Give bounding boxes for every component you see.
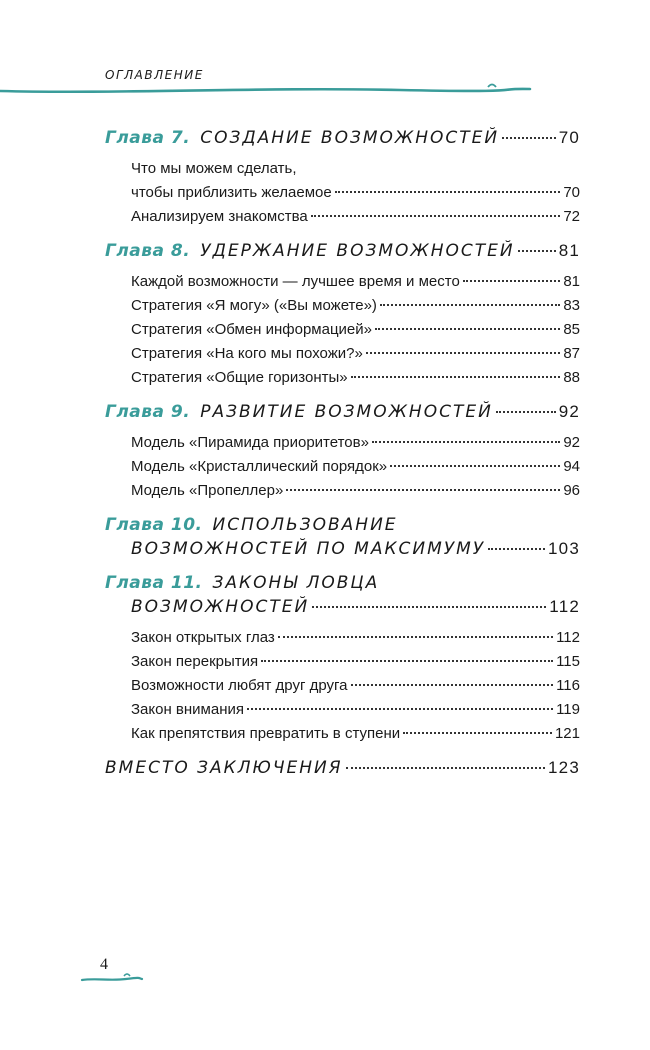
entry-title: Модель «Пирамида приоритетов»: [131, 434, 369, 451]
leader-dots: [366, 352, 561, 354]
toc-entry[interactable]: [105, 366, 580, 390]
chapter-title-continued: ВОЗМОЖНОСТЕЙ ПО МАКСИМУМУ: [131, 539, 486, 559]
chapter-title: ЗАКОНЫ ЛОВЦА: [212, 573, 380, 593]
toc-entry[interactable]: [105, 181, 580, 205]
page-number: 119: [556, 701, 580, 718]
leader-dots: [351, 684, 554, 686]
toc-entry[interactable]: [105, 205, 580, 229]
leader-dots: [380, 304, 560, 306]
page-number: 96: [563, 482, 580, 499]
leader-dots: [488, 548, 545, 550]
chapter-title: РАЗВИТИЕ ВОЗМОЖНОСТЕЙ: [200, 402, 493, 422]
chapter-label: Глава 10.: [105, 515, 203, 535]
page-number: 92: [563, 434, 580, 451]
page-number: 83: [563, 297, 580, 314]
header-divider: [0, 82, 560, 98]
leader-dots: [372, 441, 560, 443]
page-number: 72: [563, 208, 580, 225]
page-number: 112: [549, 597, 580, 616]
toc-entry[interactable]: [105, 674, 580, 698]
toc-entry[interactable]: [105, 270, 580, 294]
page-number: 112: [556, 629, 580, 646]
conclusion-row[interactable]: [105, 756, 580, 780]
entry-title: Стратегия «Общие горизонты»: [131, 369, 348, 386]
toc-entry[interactable]: [105, 455, 580, 479]
entry-title: Как препятствия превратить в ступени: [131, 725, 401, 742]
entry-title: Анализируем знакомства: [131, 208, 308, 225]
entry-title: Модель «Пропеллер»: [131, 482, 284, 499]
chapter-title: УДЕРЖАНИЕ ВОЗМОЖНОСТЕЙ: [200, 241, 515, 261]
entry-title: Стратегия «Я могу» («Вы можете»): [131, 297, 377, 314]
leader-dots: [278, 636, 553, 638]
entry-title: Возможности любят друг друга: [131, 677, 348, 694]
chapter-row-8[interactable]: [105, 239, 580, 263]
leader-dots: [375, 328, 560, 330]
toc-entry[interactable]: [105, 342, 580, 366]
chapter-label: Глава 9.: [105, 402, 191, 422]
leader-dots: [403, 732, 552, 734]
toc-entry[interactable]: [105, 479, 580, 503]
leader-dots: [311, 215, 561, 217]
entry-title: Закон внимания: [131, 701, 244, 718]
leader-dots: [463, 280, 561, 282]
leader-dots: [390, 465, 560, 467]
page-number: 70: [563, 184, 580, 201]
leader-dots: [261, 660, 553, 662]
chapter-label: Глава 8.: [105, 241, 191, 261]
footer-page-number: 4: [100, 956, 108, 973]
entry-title: Модель «Кристаллический порядок»: [131, 458, 388, 475]
leader-dots: [496, 411, 556, 413]
page-number: 103: [548, 539, 580, 558]
leader-dots: [346, 767, 545, 769]
chapter-row-11[interactable]: [105, 595, 580, 619]
chapter-row-10-line1[interactable]: [105, 513, 580, 537]
page-number: 116: [556, 677, 580, 694]
page-number: 123: [548, 758, 580, 777]
entry-title: чтобы приблизить желаемое: [131, 184, 332, 201]
leader-dots: [286, 489, 560, 491]
chapter-title: ИСПОЛЬЗОВАНИЕ: [212, 515, 398, 535]
page-number: 88: [563, 369, 580, 386]
entry-title: Закон открытых глаз: [131, 629, 275, 646]
leader-dots: [335, 191, 561, 193]
toc-entry[interactable]: [105, 650, 580, 674]
entry-line: Что мы можем сделать,: [131, 160, 297, 177]
page-number: 92: [558, 402, 580, 421]
toc-entry[interactable]: [105, 318, 580, 342]
section-header: ОГЛАВЛЕНИЕ: [105, 68, 204, 82]
toc-entry[interactable]: [105, 698, 580, 722]
chapter-label: Глава 7.: [105, 128, 191, 148]
chapter-row-10[interactable]: [105, 537, 580, 561]
page-number: 81: [563, 273, 580, 290]
entry-title: Стратегия «Обмен информацией»: [131, 321, 372, 338]
page-number: 121: [554, 725, 580, 742]
toc-entry[interactable]: [105, 431, 580, 455]
chapter-row-11-line1[interactable]: [105, 571, 580, 595]
leader-dots: [247, 708, 553, 710]
chapter-title-continued: ВОЗМОЖНОСТЕЙ: [131, 597, 310, 617]
entry-title: Каждой возможности — лучшее время и место: [131, 273, 460, 290]
chapter-row-7[interactable]: [105, 126, 580, 150]
entry-title: Стратегия «На кого мы похожи?»: [131, 345, 363, 362]
chapter-label: Глава 11.: [105, 573, 203, 593]
chapter-title: СОЗДАНИЕ ВОЗМОЖНОСТЕЙ: [200, 128, 500, 148]
page-number: 85: [563, 321, 580, 338]
toc-entry[interactable]: [105, 294, 580, 318]
leader-dots: [312, 606, 546, 608]
page-number: 70: [558, 128, 580, 147]
entry-title: Закон перекрытия: [131, 653, 259, 670]
leader-dots: [351, 376, 561, 378]
toc-entry[interactable]: [105, 626, 580, 650]
toc-entry[interactable]: [105, 722, 580, 746]
page-number: 81: [558, 241, 580, 260]
page-number: 115: [556, 653, 580, 670]
footer-flourish: [80, 972, 144, 986]
chapter-row-9[interactable]: [105, 400, 580, 424]
page-number: 94: [563, 458, 580, 475]
table-of-contents: [105, 126, 580, 780]
leader-dots: [518, 250, 556, 252]
conclusion-title: ВМЕСТО ЗАКЛЮЧЕНИЯ: [105, 758, 343, 778]
page-number: 87: [563, 345, 580, 362]
leader-dots: [502, 137, 556, 139]
